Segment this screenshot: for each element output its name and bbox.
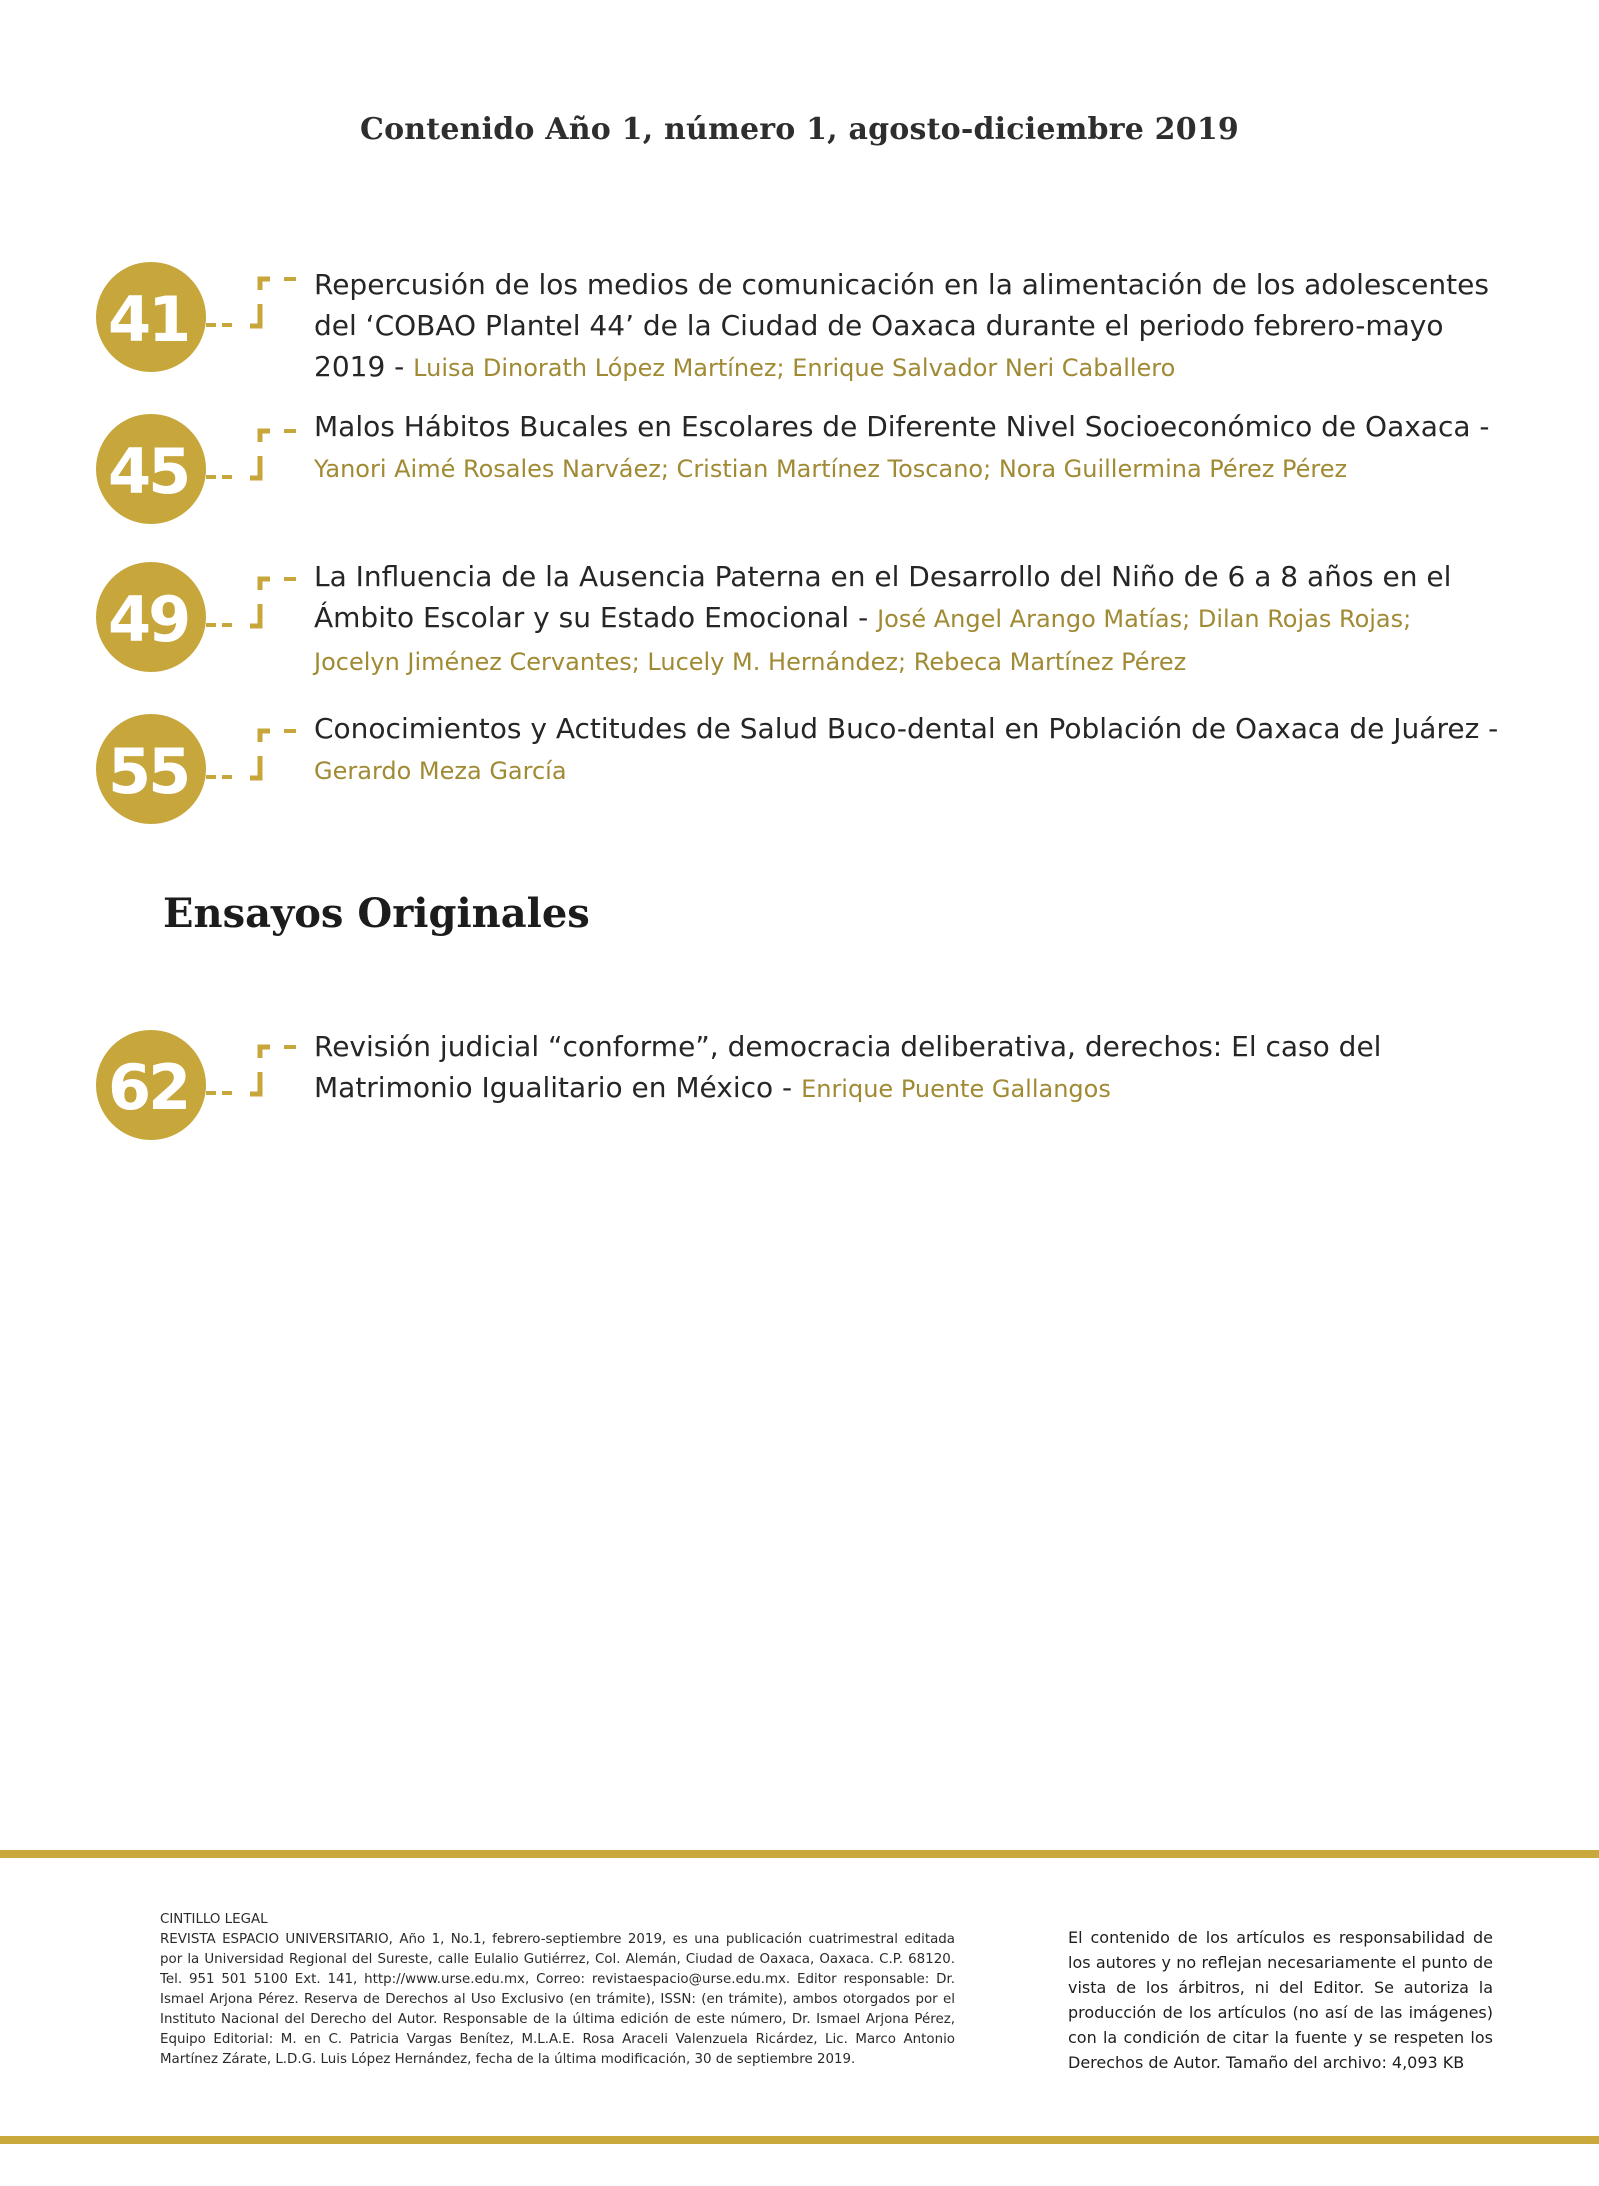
page-number-badge: 45 bbox=[96, 414, 206, 524]
entry-text bbox=[314, 708, 1504, 792]
entry-title: La Influencia de la Ausencia Paterna en el Desarrollo del Niño de 6 a 8 años en el Ámbito Escolar y su Estado Emocional bbox=[314, 560, 1452, 634]
entry-authors: José Angel Arango Matías; Dilan Rojas Rojas; Jocelyn Jiménez Cervantes; Lucely M. Hernández; Rebeca Martínez Pérez bbox=[314, 605, 1412, 676]
entry-authors: Enrique Puente Gallangos bbox=[801, 1075, 1111, 1103]
entry-separator: - bbox=[1470, 410, 1490, 443]
page-number-badge: 62 bbox=[96, 1030, 206, 1140]
legal-heading: CINTILLO LEGAL bbox=[160, 1912, 268, 1927]
entry-text bbox=[314, 1026, 1504, 1110]
entry-text bbox=[314, 556, 1504, 683]
entry-separator: - bbox=[1479, 712, 1499, 745]
toc-entry[interactable] bbox=[96, 562, 1516, 682]
entry-separator: - bbox=[773, 1071, 802, 1104]
page-number-badge: 49 bbox=[96, 562, 206, 672]
entry-authors: Gerardo Meza García bbox=[314, 757, 567, 785]
entry-title: Conocimientos y Actitudes de Salud Buco-dental en Población de Oaxaca de Juárez bbox=[314, 712, 1480, 745]
entry-text bbox=[314, 406, 1504, 490]
entry-authors: Yanori Aimé Rosales Narváez; Cristian Martínez Toscano; Nora Guillermina Pérez Pérez bbox=[314, 455, 1348, 483]
entry-authors: Luisa Dinorath López Martínez; Enrique Salvador Neri Caballero bbox=[413, 354, 1176, 382]
entry-title: Malos Hábitos Bucales en Escolares de Diferente Nivel Socioeconómico de Oaxaca bbox=[314, 410, 1471, 443]
legal-notice bbox=[160, 1910, 955, 2070]
entry-separator: - bbox=[385, 350, 414, 383]
toc-entry[interactable] bbox=[96, 714, 1516, 834]
toc-entry[interactable] bbox=[96, 1030, 1516, 1150]
toc-entry[interactable] bbox=[96, 262, 1516, 382]
page-title: Contenido Año 1, número 1, agosto-diciembre 2019 bbox=[360, 112, 1239, 147]
entry-separator: - bbox=[849, 601, 878, 634]
entry-title: Repercusión de los medios de comunicación en la alimentación de los adolescentes del ‘COBAO Plantel 44’ de la Ciudad de Oaxaca durante el periodo febrero-mayo 2019 bbox=[314, 268, 1489, 383]
disclaimer: El contenido de los artículos es responsabilidad de los autores y no reflejan necesariamente el punto de vista de los árbitros, ni del Editor. Se autoriza la producción de los artículos (no así de las imágenes) con la condición de citar la fuente y se respeten los Derechos de Autor. Tamaño del archivo: 4,093 KB bbox=[1068, 1928, 1493, 2072]
bottom-divider bbox=[0, 2136, 1599, 2144]
entry-title: Revisión judicial “conforme”, democracia deliberativa, derechos: El caso del Matrimonio Igualitario en México bbox=[314, 1030, 1382, 1104]
section-heading: Ensayos Originales bbox=[163, 890, 590, 937]
toc-entry[interactable] bbox=[96, 410, 1516, 534]
top-divider bbox=[0, 1850, 1599, 1858]
legal-text: REVISTA ESPACIO UNIVERSITARIO, Año 1, No.1, febrero-septiembre 2019, es una publicación cuatrimestral editada por la Universidad Regional del Sureste, calle Eulalio Gutiérrez, Col. Alemán, Ciudad de Oaxaca, Oaxaca. C.P. 68120. Tel. 951 501 5100 Ext. 141, http://www.urse.edu.mx, Correo: revistaespacio@urse.edu.mx. Editor responsable: Dr. Ismael Arjona Pérez. Reserva de Derechos al Uso Exclusivo (en trámite), ISSN: (en trámite), ambos otorgados por el Instituto Nacional del Derecho del Autor. Responsable de la última edición de este número, Dr. Ismael Arjona Pérez, Equipo Editorial: M. en C. Patricia Vargas Benítez, M.L.A.E. Rosa Araceli Valenzuela Ricárdez, Lic. Marco Antonio Martínez Zárate, L.D.G. Luis López Hernández, fecha de la última modificación, 30 de septiembre 2019. bbox=[160, 1932, 955, 2067]
page-number-badge: 55 bbox=[96, 714, 206, 824]
entry-text bbox=[314, 264, 1504, 389]
page-number-badge: 41 bbox=[96, 262, 206, 372]
